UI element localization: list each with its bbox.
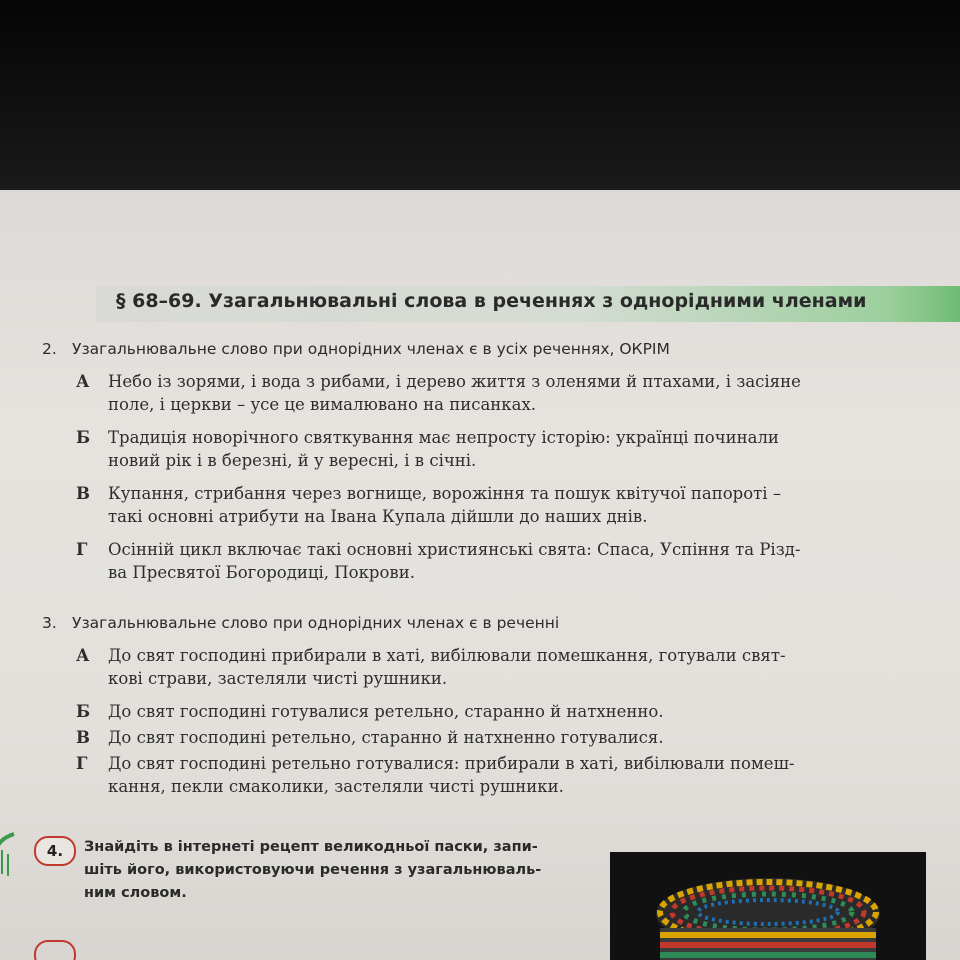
option-letter: Б — [76, 702, 91, 721]
option-line: Осінній цикл включає такі основні християнські свята: Спаса, Успіння та Різд- — [108, 540, 801, 559]
option-letter: Г — [76, 540, 88, 559]
section-header — [96, 286, 960, 322]
option-line: кання, пекли смаколики, застеляли чисті рушники. — [108, 777, 564, 796]
task-4 — [0, 830, 600, 960]
option-line: поле, і церкви – усе це вималювано на писанках. — [108, 395, 537, 414]
option-line: Традиція новорічного святкування має непросту історію: українці починали — [108, 428, 779, 447]
option-letter: В — [76, 728, 90, 747]
question-number: 2. — [42, 340, 57, 358]
option-2-v[interactable] — [76, 482, 946, 528]
option-line: ва Пресвятої Богородиці, Покрови. — [108, 563, 415, 582]
option-line: новий рік і в березні, й у вересні, і в січні. — [108, 451, 477, 470]
monitor-bezel — [0, 0, 960, 190]
option-2-h[interactable] — [76, 538, 946, 584]
option-letter: А — [76, 372, 90, 391]
task-number-badge: 4. — [34, 836, 76, 866]
option-3-b[interactable] — [76, 700, 946, 723]
beaded-easter-basket-photo — [610, 852, 926, 960]
option-letter: Г — [76, 754, 88, 773]
task-line: Знайдіть в інтернеті рецепт великодньої паски, запи- — [84, 839, 538, 855]
option-line: кові страви, застеляли чисті рушники. — [108, 669, 448, 688]
photo-illustration — [610, 852, 926, 960]
question-text: Узагальнювальне слово при однорідних членах є в усіх реченнях, ОКРІМ — [72, 340, 670, 358]
next-task-badge — [34, 940, 76, 960]
option-3-a[interactable] — [76, 644, 946, 690]
option-line: До свят господині прибирали в хаті, вибілювали помешкання, готували свят- — [108, 646, 786, 665]
option-letter: А — [76, 646, 90, 665]
task-line: шіть його, використовуючи речення з узагальнюваль- — [84, 862, 542, 878]
task-line: ним словом. — [84, 885, 187, 901]
option-letter: Б — [76, 428, 91, 447]
question-number: 3. — [42, 614, 57, 632]
option-line: такі основні атрибути на Івана Купала дійшли до наших днів. — [108, 507, 648, 526]
task-text — [84, 836, 541, 905]
option-letter: В — [76, 484, 90, 503]
option-line: Купання, стрибання через вогнище, ворожіння та пошук квітучої папороті – — [108, 484, 782, 503]
ornament-icon — [0, 830, 24, 890]
option-2-a[interactable] — [76, 370, 946, 416]
option-3-h[interactable] — [76, 752, 946, 798]
question-3 — [42, 614, 559, 632]
textbook-page — [0, 190, 960, 960]
option-line: До свят господині готувалися ретельно, старанно й натхненно. — [108, 702, 664, 721]
option-3-v[interactable] — [76, 726, 946, 749]
option-line: До свят господині ретельно, старанно й натхненно готувалися. — [108, 728, 664, 747]
question-2 — [42, 340, 670, 358]
option-line: Небо із зорями, і вода з рибами, і дерево життя з оленями й птахами, і засіяне — [108, 372, 801, 391]
question-text: Узагальнювальне слово при однорідних членах є в реченні — [72, 614, 560, 632]
option-2-b[interactable] — [76, 426, 946, 472]
option-line: До свят господині ретельно готувалися: прибирали в хаті, вибілювали помеш- — [108, 754, 795, 773]
section-title: § 68–69. Узагальнювальні слова в реченнях з однорідними членами — [116, 290, 867, 312]
